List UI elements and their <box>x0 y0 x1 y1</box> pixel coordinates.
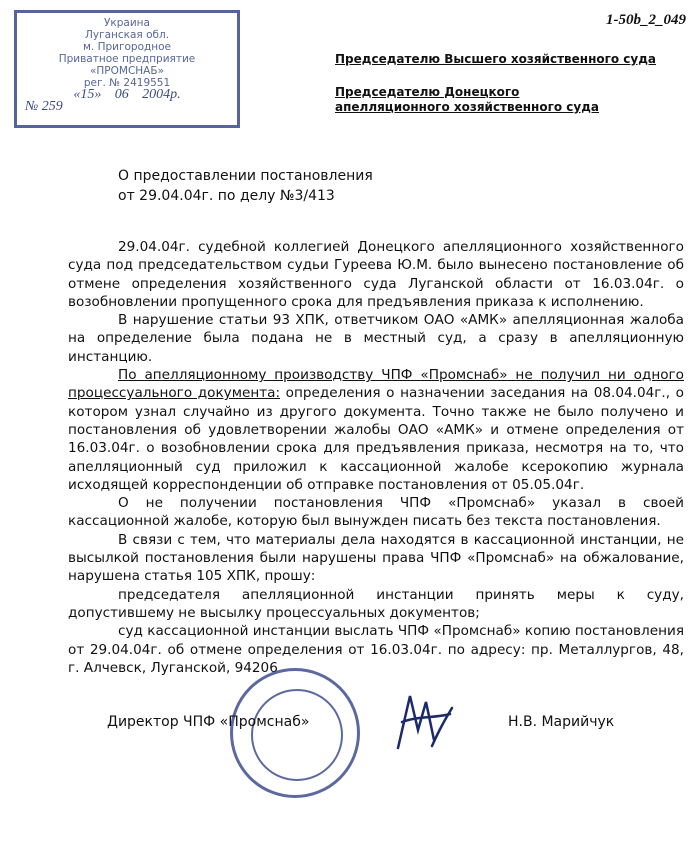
request-item: председателя апелляционной инстанции принять меры к суду, допустившему не высылку процессуальных документов; <box>68 586 684 621</box>
registration-stamp <box>14 10 240 128</box>
stamp-line: Украина <box>104 17 150 29</box>
document-id: 1-50b_2_049 <box>606 12 686 28</box>
company-seal <box>230 668 360 798</box>
stamp-line: «ПРОМСНАБ» <box>89 65 164 77</box>
stamp-line: Приватное предприятие <box>58 53 196 65</box>
paragraph <box>68 366 684 494</box>
stamp-line: м. Пригородное <box>82 41 172 53</box>
paragraph-continuation: определения о назначении заседания на 08.04.04г., о котором узнал случайно из другого документа. Точно также не было получено и постановления об удовлетворении жалобы ОАО «АМК» и отмене определения от 16.03.04г. о возобновлении срока для предъявления приказа, несмотря на то, что апелляционный суд приложил к кассационной жалобе ксерокопию журнала исходящей корреспонденции об отправке постановления от 05.05.04г. <box>68 385 684 493</box>
letter-body <box>68 238 684 677</box>
signer-title: Директор ЧПФ «Промснаб» <box>107 714 310 730</box>
stamp-reg-number: рег. № 2419551 <box>83 77 171 89</box>
signer-name: Н.В. Марийчук <box>508 714 615 730</box>
seal-inner-ring <box>251 689 343 781</box>
request-item: суд кассационной инстанции выслать ЧПФ «Промснаб» копию постановления от 29.04.04г. об отмене определения от 16.03.04г. по адресу: пр. Металлургов, 48, г. Алчевск, Луганской, 94206 <box>68 623 684 676</box>
subject-line: О предоставлении постановления <box>118 168 373 184</box>
stamp-number: № 259 <box>25 99 63 114</box>
handwritten-signature <box>388 688 458 758</box>
stamp-date-year: 2004р. <box>142 87 181 102</box>
paragraph: О не получении постановления ЧПФ «Промснаб» указал в своей кассационной жалобе, которую был вынужден писать без текста постановления. <box>68 495 684 530</box>
addressee-appeal-court: Председателю Донецкого апелляционного хозяйственного суда <box>335 85 599 114</box>
addressee-high-court: Председателю Высшего хозяйственного суда <box>335 52 657 66</box>
letter-subject <box>118 166 373 206</box>
stamp-line: Луганская обл. <box>84 29 170 41</box>
paragraph: В нарушение статьи 93 ХПК, ответчиком ОАО «АМК» апелляционная жалоба на определение была подана не в местный суд, а сразу в апелляционную инстанцию. <box>68 312 684 365</box>
underlined-statement: По апелляционному производству ЧПФ «Промснаб» не получил ни одного процессуального документа: <box>68 367 684 402</box>
subject-line: от 29.04.04г. по делу №3/413 <box>118 188 335 204</box>
paragraph: 29.04.04г. судебной коллегией Донецкого апелляционного хозяйственного суда под председательством судьи Гуреева Ю.М. было вынесено постановление об отмене определения хозяйственного суда Луганской области от 16.03.04г. о возобновлении пропущенного срока для предъявления приказа к исполнению. <box>68 239 684 310</box>
stamp-date-month: 06 <box>114 87 129 102</box>
stamp-date-day: «15» <box>73 87 102 102</box>
paragraph: В связи с тем, что материалы дела находятся в кассационной инстанции, не высылкой постановления были нарушены права ЧПФ «Промснаб» на обжалование, нарушена статья 105 ХПК, прошу: <box>68 531 684 585</box>
